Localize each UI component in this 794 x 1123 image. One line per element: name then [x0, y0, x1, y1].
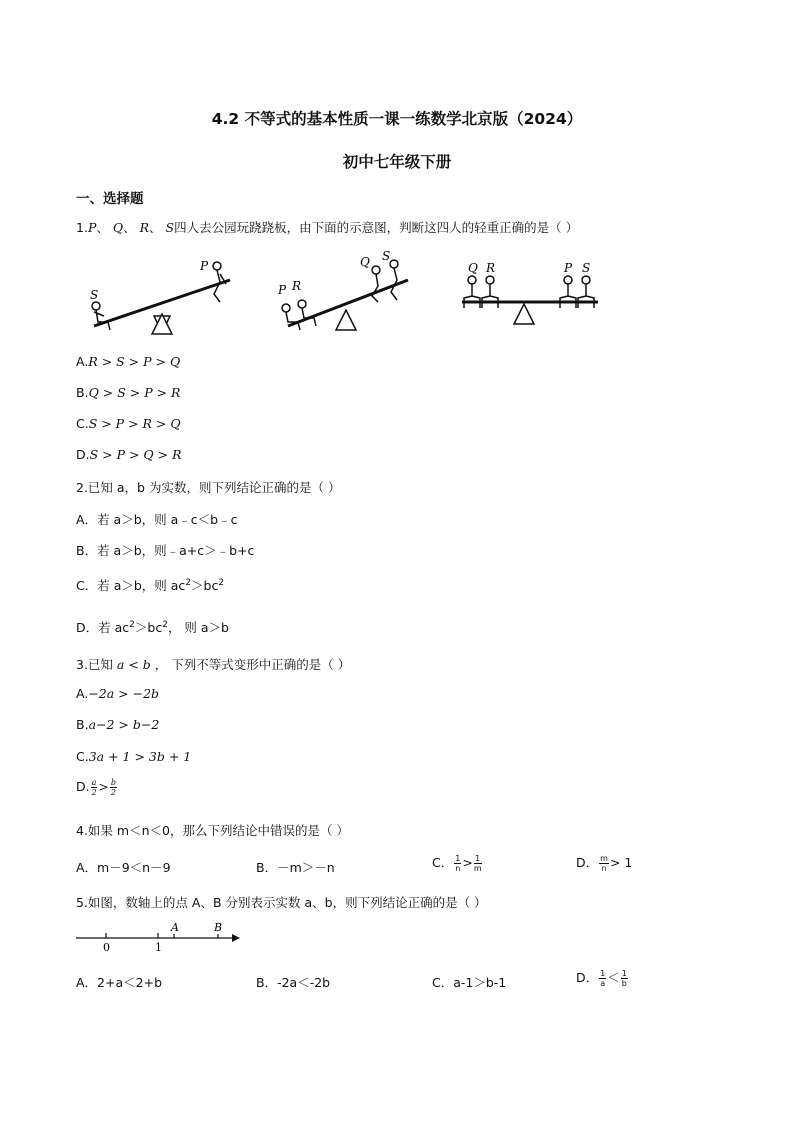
doc-subtitle: 初中七年级下册 [342, 153, 452, 171]
question-1-stem [76, 218, 578, 236]
option-key: C． [432, 855, 454, 870]
denominator: a [600, 979, 606, 988]
fig3-label-q: Q [468, 261, 478, 275]
fig3-label-s: S [582, 261, 591, 275]
axis-label-b: B [214, 921, 223, 934]
numerator: 1 [475, 854, 481, 863]
option-math: S > P > Q > R [89, 447, 182, 462]
fraction [110, 778, 117, 797]
person-p-icon [213, 262, 226, 302]
stem-text: 3.已知 [76, 657, 113, 672]
q4-option-a: A．m－9＜n－9 [76, 860, 171, 875]
option-key: A. [76, 686, 89, 701]
q5-option-b: B．-2a＜-2b [256, 975, 331, 990]
q1-var-r: R [139, 220, 150, 235]
option-text: 若 a＞b，则 a﹣c＜b﹣c [97, 512, 238, 527]
denominator: n [601, 864, 607, 873]
option-key: C. [76, 749, 89, 764]
person-q-icon [372, 266, 380, 302]
q1-var-s: S [165, 220, 175, 235]
numerator: b [110, 778, 116, 787]
fraction [621, 969, 628, 988]
option-key: A． [76, 512, 98, 527]
q1-option-d [76, 447, 182, 462]
option-key: A. [76, 354, 89, 369]
exponent: 2 [218, 577, 225, 588]
question-2-stem: 2.已知 a，b 为实数，则下列结论正确的是（ ） [76, 480, 341, 495]
option-math: Q > S > P > R [88, 385, 181, 400]
q3-option-a [76, 686, 159, 701]
exponent: 2 [185, 577, 192, 588]
numerator: 1 [621, 969, 627, 978]
fraction [91, 778, 98, 797]
axis-label-1: 1 [155, 941, 162, 954]
q4-option-c [432, 853, 483, 873]
option-math: S > P > R > Q [88, 416, 181, 431]
fig1-label-p: P [200, 259, 209, 273]
fig2-label-q: Q [360, 255, 370, 269]
q1-var-p: P [87, 220, 97, 235]
fraction [599, 969, 606, 988]
option-text: ＞bc [134, 620, 163, 635]
denominator: 2 [110, 788, 116, 797]
q1-sep: 、 [123, 220, 136, 235]
question-5-stem: 5.如图，数轴上的点 A、B 分别表示实数 a、b，则下列结论正确的是（ ） [76, 895, 487, 910]
exponent: 2 [129, 619, 135, 630]
option-key: D． [76, 620, 99, 635]
seesaw-figure-3 [458, 258, 608, 330]
q2-option-a [76, 510, 237, 528]
seesaw-figure-1 [80, 254, 240, 342]
q5-option-d [576, 968, 629, 988]
q1-sep: 、 [96, 220, 109, 235]
fig2-label-r: R [292, 279, 302, 293]
option-math: −2a > −2b [88, 686, 160, 701]
q3-option-c [76, 749, 191, 764]
fig3-label-p: P [564, 261, 573, 275]
question-3-stem [76, 655, 350, 673]
option-text: 若 ac [98, 620, 130, 635]
q3-option-b [76, 717, 159, 732]
denominator: 2 [91, 788, 97, 797]
seesaw-figure-2 [272, 250, 422, 338]
axis-label-0: 0 [103, 941, 110, 954]
option-key: C. [76, 416, 89, 431]
q4-option-b: B．－m＞－n [256, 860, 335, 875]
option-key: B. [76, 717, 89, 732]
option-text: ， 则 a＞b [167, 620, 229, 635]
question-4-stem: 4.如果 m＜n＜0，那么下列结论中错误的是（ ） [76, 823, 349, 838]
number-line [74, 918, 244, 954]
denominator: n [455, 864, 461, 873]
option-text: ＞bc [191, 578, 219, 593]
relation: > [462, 855, 473, 870]
q4-option-d [576, 853, 632, 873]
q1-stem-text: 四人去公园玩跷跷板，由下面的示意图，判断这四人的轻重正确的是（ ） [174, 220, 579, 235]
q2-option-c [76, 576, 224, 594]
fig3-label-r: R [486, 261, 496, 275]
option-math: a−2 > b−2 [88, 717, 160, 732]
section-heading: 一、选择题 [76, 191, 144, 207]
doc-title: 4.2 不等式的基本性质一课一练数学北京版（2024） [211, 110, 583, 128]
exponent: 2 [162, 619, 168, 630]
option-key: C． [76, 578, 98, 593]
q5-option-c: C．a-1＞b-1 [432, 975, 507, 990]
relation: ＜ [607, 970, 620, 985]
option-text: 若 a＞b，则 ac [97, 578, 186, 593]
q3-option-d [76, 778, 118, 797]
q1-number: 1. [76, 220, 88, 235]
relation: > 1 [609, 855, 633, 870]
q1-option-a [76, 354, 180, 369]
option-text: 若 a＞b，则﹣a+c＞﹣b+c [97, 543, 255, 558]
stem-math: a < b [116, 657, 151, 672]
fraction [474, 854, 482, 873]
relation: > [98, 779, 109, 794]
arrow-right-icon [232, 934, 240, 942]
person-s-icon [390, 260, 398, 300]
fraction [454, 854, 461, 873]
q1-var-q: Q [112, 220, 124, 235]
numerator: a [91, 778, 97, 787]
option-key: D. [76, 447, 90, 462]
option-key: B． [76, 543, 98, 558]
denominator: m [473, 864, 482, 873]
fraction [599, 854, 609, 873]
option-math: 3a + 1 > 3b + 1 [88, 749, 192, 764]
q1-option-b [76, 385, 180, 400]
q2-option-b [76, 541, 254, 559]
option-key: B. [76, 385, 89, 400]
axis-label-a: A [171, 921, 179, 934]
q2-option-d [76, 618, 229, 636]
numerator: m [600, 854, 608, 863]
fig1-label-s: S [90, 288, 99, 302]
q1-option-c [76, 416, 181, 431]
numerator: 1 [600, 969, 606, 978]
q1-sep: 、 [149, 220, 162, 235]
numerator: 1 [455, 854, 461, 863]
option-key: D． [576, 855, 599, 870]
option-key: D． [576, 970, 599, 985]
option-math: R > S > P > Q [88, 354, 181, 369]
fig2-label-p: P [278, 283, 287, 297]
denominator: b [621, 979, 627, 988]
fig2-label-s: S [382, 250, 391, 263]
q5-option-a: A．2+a＜2+b [76, 975, 162, 990]
option-key: D. [76, 779, 90, 794]
stem-text: ， 下列不等式变形中正确的是（ ） [154, 657, 351, 672]
